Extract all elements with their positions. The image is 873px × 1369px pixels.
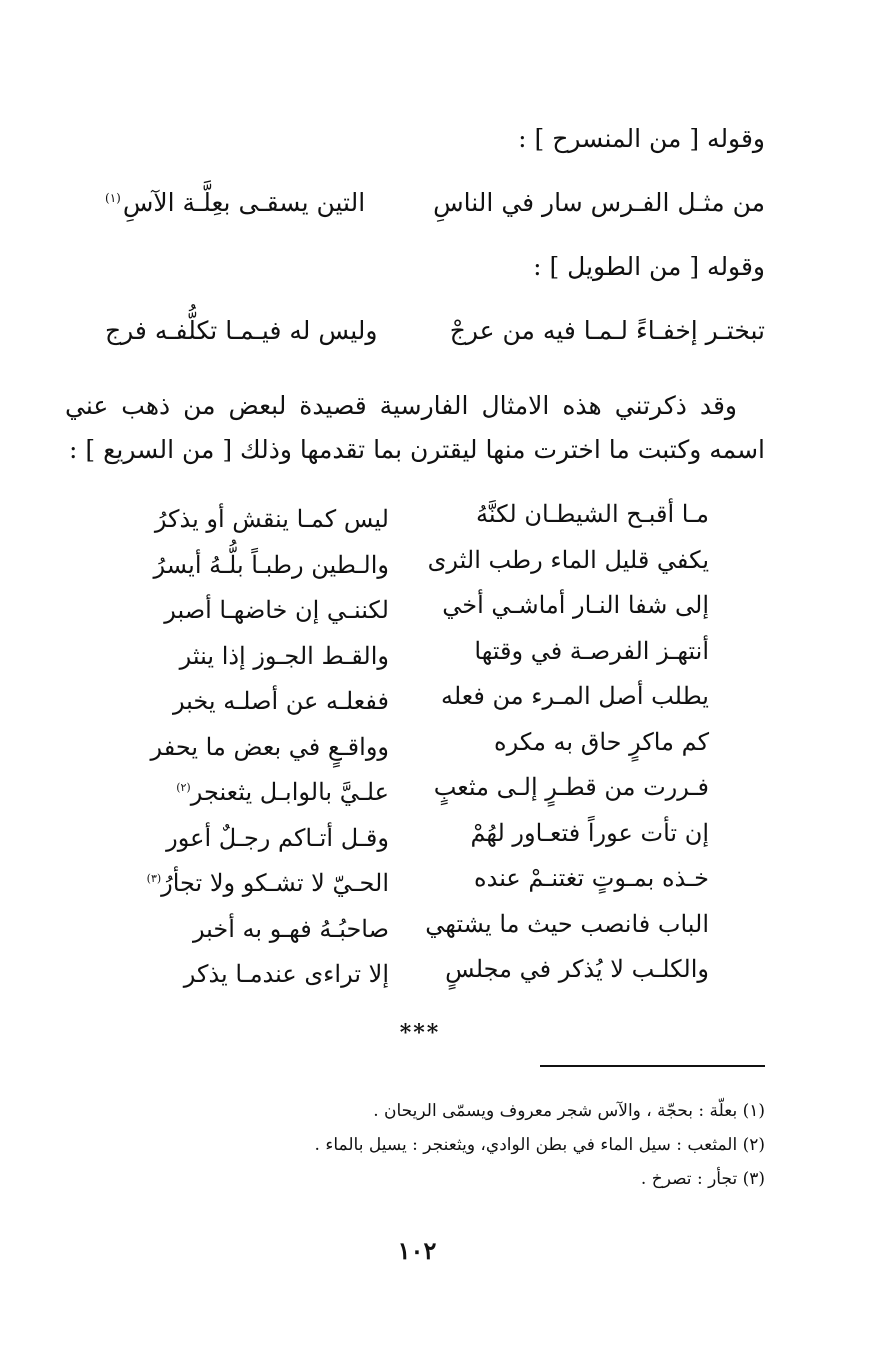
poem-line bbox=[109, 902, 709, 948]
verse-hemistich-second: وليس له فيـمـا تكلُّفـه فرج bbox=[105, 316, 378, 345]
poem-line bbox=[109, 538, 709, 584]
poem-hemistich-second bbox=[109, 720, 389, 766]
poem-hemistich-text: ليس كمـا ينقش أو يذكرُ bbox=[154, 505, 389, 533]
poem-line bbox=[109, 856, 709, 902]
poem-line bbox=[109, 674, 709, 720]
poem-line bbox=[109, 720, 709, 766]
footnote-marker: (١) bbox=[105, 190, 121, 205]
poem-hemistich-second bbox=[109, 765, 389, 811]
poem-hemistich-text: والقـط الجـوز إذا ينثر bbox=[179, 641, 389, 670]
poem-line bbox=[109, 629, 709, 675]
poem-hemistich-first: مـا أقبـح الشيطـان لكنَّهُ bbox=[476, 500, 709, 528]
poem-line bbox=[109, 492, 709, 538]
footnote: (١) بعلّة : بحجّة ، والآس شجر معروف ويسمّى الريحان . bbox=[373, 1101, 765, 1121]
page-number: ١٠٢ bbox=[397, 1236, 437, 1265]
poem-hemistich-second bbox=[109, 629, 389, 675]
verse-hemistich-second bbox=[105, 188, 365, 218]
poem-hemistich-second bbox=[109, 856, 389, 902]
poem-hemistich-text: وقـل أتـاكم رجـلٌ أعور bbox=[166, 823, 389, 852]
poem-hemistich-text: والـطين رطبـاً بلُّـهُ أيسرُ bbox=[153, 550, 389, 579]
poem-hemistich-text: إلا تراءى عندمـا يذكر bbox=[183, 960, 389, 988]
footnote-marker: (٢) bbox=[176, 781, 191, 794]
poem-hemistich-first: إن تأت عوراً فتعـاور لهُمْ bbox=[470, 818, 709, 847]
footnote-marker: (٣) bbox=[146, 872, 162, 885]
poem-line bbox=[109, 583, 709, 629]
verse-hemistich-first: من مثـل الفـرس سار في الناسِ bbox=[433, 188, 765, 217]
verse-intro-tawil: وقوله [ من الطويل ] : bbox=[533, 252, 765, 281]
poem-hemistich-text: صاحبُـهُ فهـو به أخبر bbox=[192, 914, 389, 943]
poem-hemistich-first: الباب فانصب حيث ما يشتهي bbox=[425, 909, 709, 938]
poem-hemistich-second bbox=[109, 947, 389, 993]
verse-hemistich-text: التين يسقـى بعِلَّـة الآسِ bbox=[122, 188, 366, 217]
footnote: (٣) تجأر : تصرخ . bbox=[640, 1169, 765, 1189]
footnote-separator bbox=[540, 1065, 765, 1067]
poem-hemistich-first: خـذه بمـوتٍ تغتنـمْ عنده bbox=[474, 864, 709, 892]
poem-hemistich-second bbox=[109, 811, 389, 857]
verse-line-1 bbox=[105, 188, 765, 218]
poem-hemistich-text: ففعلـه عن أصلـه يخبر bbox=[172, 687, 389, 715]
footnote: (٢) المثعب : سيل الماء في بطن الوادي، ويثعنجر : يسيل بالماء . bbox=[314, 1135, 765, 1155]
poem-hemistich-first: أنتهـز الفرصـة في وقتها bbox=[474, 636, 709, 665]
verse-line-2 bbox=[105, 316, 765, 346]
poem-hemistich-second bbox=[109, 674, 389, 720]
poem-hemistich-first: فـررت من قطـرٍ إلـى مثعبٍ bbox=[433, 773, 709, 801]
poem-hemistich-text: وواقـعٍ في بعض ما يحفر bbox=[150, 732, 389, 761]
section-divider-stars: *** bbox=[399, 1020, 441, 1046]
poem-hemistich-text: الحـيّ لا تشـكو ولا تجأرُ bbox=[161, 869, 389, 897]
poem-hemistich-second bbox=[109, 583, 389, 629]
verse-hemistich-first: تبختـر إخفـاءً لـمـا فيه من عرجْ bbox=[449, 316, 765, 345]
poem-hemistich-first: يكفي قليل الماء رطب الثرى bbox=[427, 545, 709, 574]
poem-line bbox=[109, 947, 709, 993]
poem-hemistich-first: والكلـب لا يُذكر في مجلسٍ bbox=[445, 955, 709, 983]
poem-hemistich-text: علـيَّ بالوابـل يثعنجر bbox=[190, 778, 389, 806]
poem-line bbox=[109, 765, 709, 811]
poem-hemistich-second bbox=[109, 902, 389, 948]
poem-hemistich-text: لكننـي إن خاضهـا أصبر bbox=[164, 596, 389, 624]
poem-line bbox=[109, 811, 709, 857]
poem-hemistich-first: يطلب أصل المـرء من فعله bbox=[440, 682, 709, 710]
poem-hemistich-second bbox=[109, 538, 389, 584]
poem-hemistich-second bbox=[109, 492, 389, 538]
poem-hemistich-first: كم ماكرٍ حاق به مكره bbox=[494, 727, 709, 756]
poem bbox=[109, 492, 709, 993]
prose-paragraph: وقد ذكرتني هذه الامثال الفارسية قصيدة لبعض من ذهب عني اسمه وكتبت ما اخترت منها ليقترن بما تقدمها وذلك [ من السريع ] : bbox=[65, 391, 765, 464]
poem-hemistich-first: إلى شفا النـار أماشـي أخي bbox=[442, 591, 709, 619]
verse-intro-munsarih: وقوله [ من المنسرح ] : bbox=[518, 124, 765, 153]
